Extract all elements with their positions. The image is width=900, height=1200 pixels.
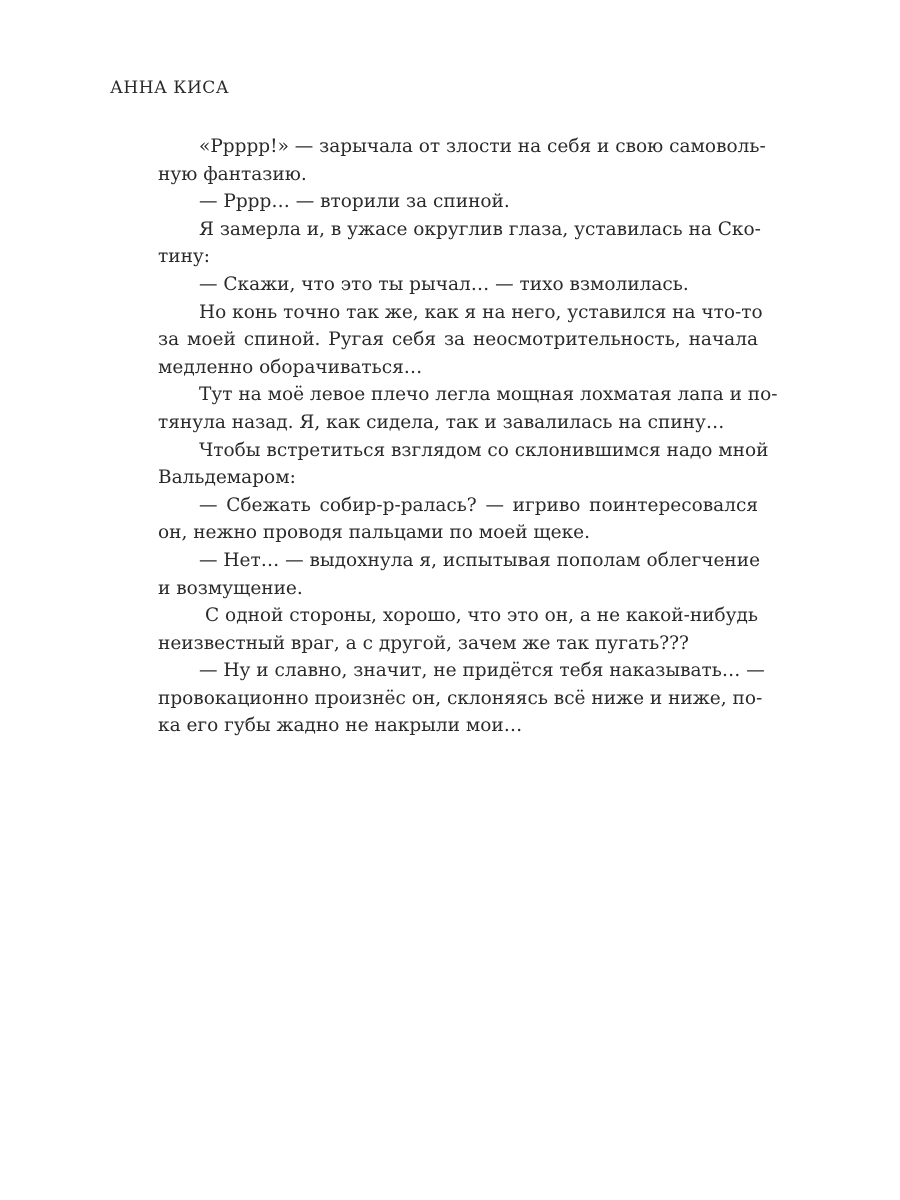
body-text bbox=[158, 133, 778, 740]
text-line: провокационно произнёс он, склоняясь всё ниже и ниже, по- bbox=[158, 687, 763, 709]
text-line: медленно оборачиваться… bbox=[158, 356, 423, 378]
text-line: он, нежно проводя пальцами по моей щеке. bbox=[158, 522, 590, 544]
text-line: за моей спиной. Ругая себя за неосмотрительность, начала bbox=[158, 329, 758, 351]
text-line: неизвестный враг, а с другой, зачем же так пугать??? bbox=[158, 632, 689, 654]
text-line: Чтобы встретиться взглядом со склонившимся надо мной bbox=[199, 439, 769, 461]
text-line: — Ну и славно, значит, не придётся тебя наказывать… — bbox=[199, 660, 765, 682]
text-line: Тут на моё левое плечо легла мощная лохматая лапа и по- bbox=[199, 384, 778, 406]
text-line: ную фантазию. bbox=[158, 163, 307, 185]
text-line: ка его губы жадно не накрыли мои… bbox=[158, 715, 523, 737]
text-line: «Ррррр!» — зарычала от злости на себя и свою самоволь- bbox=[199, 136, 766, 157]
text-line: Я замерла и, в ужасе округлив глаза, уставилась на Ско- bbox=[199, 218, 761, 240]
text-line: Но конь точно так же, как я на него, уставился на что-то bbox=[199, 301, 763, 323]
running-head: АННА КИСА bbox=[110, 78, 230, 98]
text-line: — Нет… — выдохнула я, испытывая пополам облегчение bbox=[199, 549, 761, 571]
text-line: тину: bbox=[158, 246, 211, 268]
text-line: — Скажи, что это ты рычал… — тихо взмолилась. bbox=[199, 273, 689, 295]
text-line: Вальдемаром: bbox=[158, 467, 296, 489]
text-line: С одной стороны, хорошо, что это он, а не какой-нибудь bbox=[205, 605, 758, 627]
text-line: — Рррр… — вторили за спиной. bbox=[199, 191, 510, 213]
text-line: тянула назад. Я, как сидела, так и завалилась на спину… bbox=[158, 411, 725, 433]
text-line: и возмущение. bbox=[158, 577, 303, 599]
text-line: — Сбежать собир-р-ралась? — игриво поинтересовался bbox=[199, 494, 758, 516]
